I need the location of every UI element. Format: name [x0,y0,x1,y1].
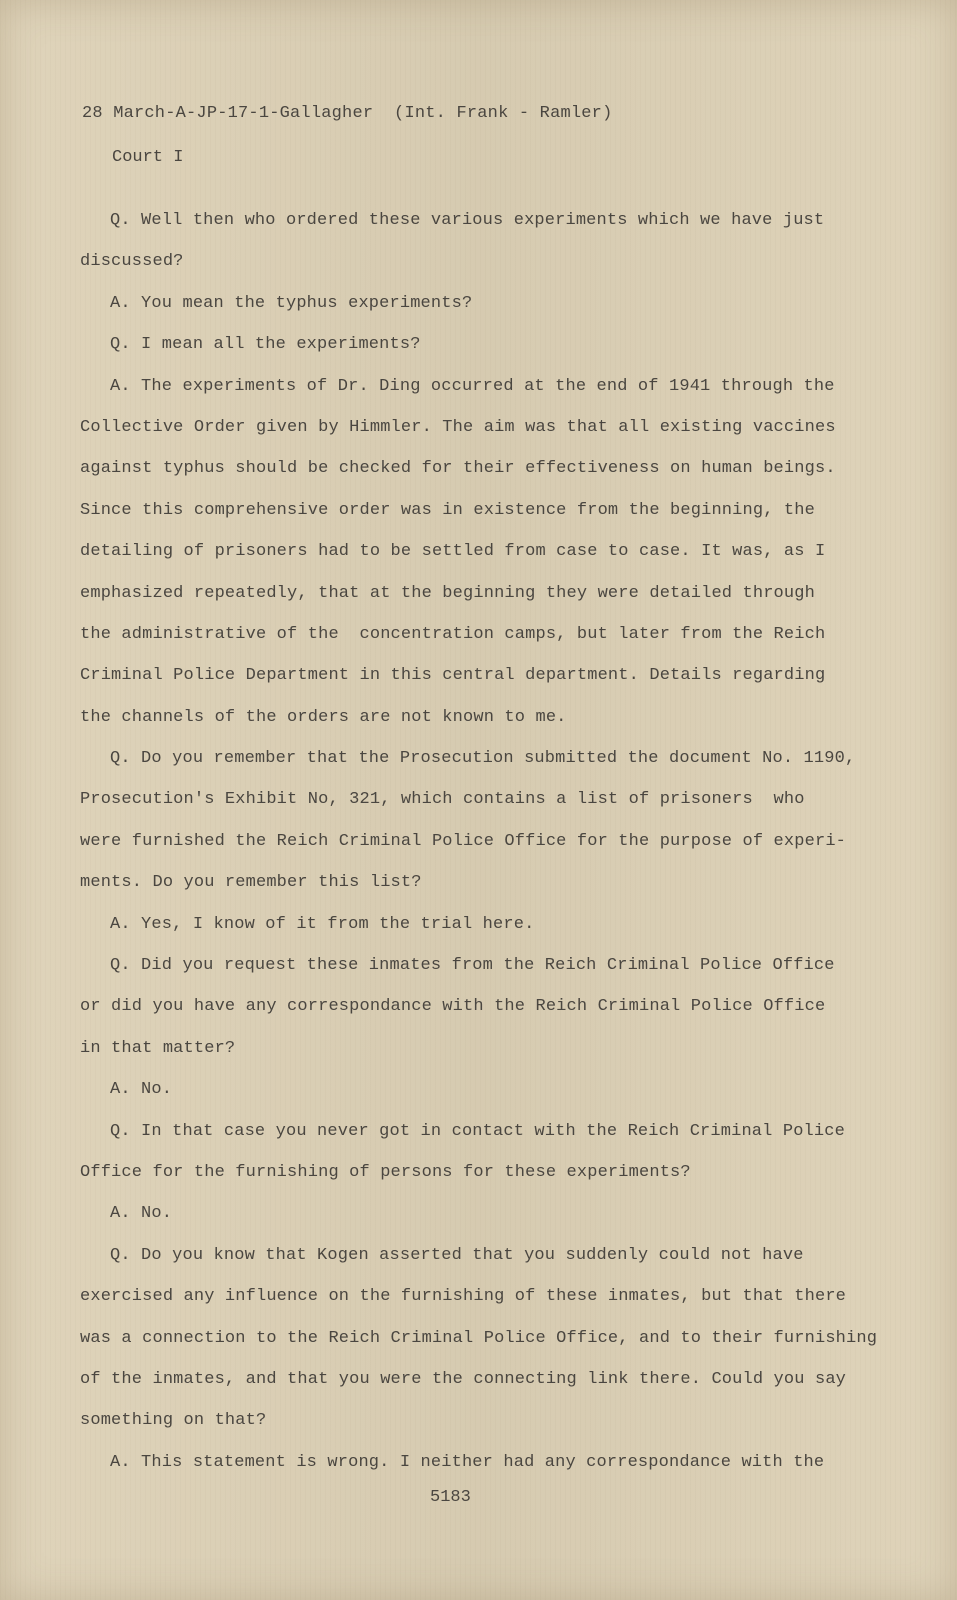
page-number: 5183 [430,1488,471,1507]
transcript-line: A. The experiments of Dr. Ding occurred at the end of 1941 through the [110,376,835,396]
transcript-line: in that matter? [80,1038,236,1058]
transcript-line: Q. Do you remember that the Prosecution submitted the document No. 1190, [110,749,856,769]
transcript-line: against typhus should be checked for their effectiveness on human beings. [80,459,836,479]
transcript-line: Office for the furnishing of persons for these experiments? [80,1162,691,1182]
transcript-line: Prosecution's Exhibit No, 321, which contains a list of prisoners who [80,790,805,810]
transcript-line: A. No. [110,1080,173,1100]
transcript-line: detailing of prisoners had to be settled from case to case. It was, as I [80,542,826,562]
transcript-line: Since this comprehensive order was in existence from the beginning, the [80,500,815,520]
transcript-body [80,200,878,1483]
transcript-line: were furnished the Reich Criminal Police Office for the purpose of experi- [80,831,847,851]
transcript-line: the administrative of the concentration camps, but later from the Reich [80,624,826,644]
transcript-line: Collective Order given by Himmler. The aim was that all existing vaccines [80,417,836,437]
transcript-line: A. You mean the typhus experiments? [110,293,473,313]
transcript-line: something on that? [80,1411,267,1431]
transcript-line: Q. I mean all the experiments? [110,335,421,355]
transcript-line: emphasized repeatedly, that at the beginning they were detailed through [80,583,815,603]
transcript-line: Criminal Police Department in this central department. Details regarding [80,666,826,686]
transcript-line: A. This statement is wrong. I neither had any correspondance with the [110,1452,825,1472]
transcript-line: discussed? [80,252,184,272]
transcript-line: A. No. [110,1204,173,1224]
transcript-line: was a connection to the Reich Criminal Police Office, and to their furnishing [80,1328,878,1348]
transcript-line: Q. Well then who ordered these various experiments which we have just [110,211,825,230]
transcript-line: A. Yes, I know of it from the trial here. [110,914,535,934]
court-label: Court I [112,148,184,167]
transcript-line: of the inmates, and that you were the connecting link there. Could you say [80,1369,847,1389]
transcript-line: or did you have any correspondance with the Reich Criminal Police Office [80,997,826,1017]
transcript-line: Q. In that case you never got in contact with the Reich Criminal Police [110,1121,845,1141]
transcript-header: 28 March-A-JP-17-1-Gallagher (Int. Frank - Ramler) [82,104,613,123]
transcript-line: ments. Do you remember this list? [80,873,422,893]
transcript-line: the channels of the orders are not known to me. [80,707,567,727]
transcript-line: exercised any influence on the furnishing of these inmates, but that there [80,1287,847,1307]
transcript-line: Q. Do you know that Kogen asserted that you suddenly could not have [110,1245,804,1265]
transcript-line: Q. Did you request these inmates from the Reich Criminal Police Office [110,956,835,976]
